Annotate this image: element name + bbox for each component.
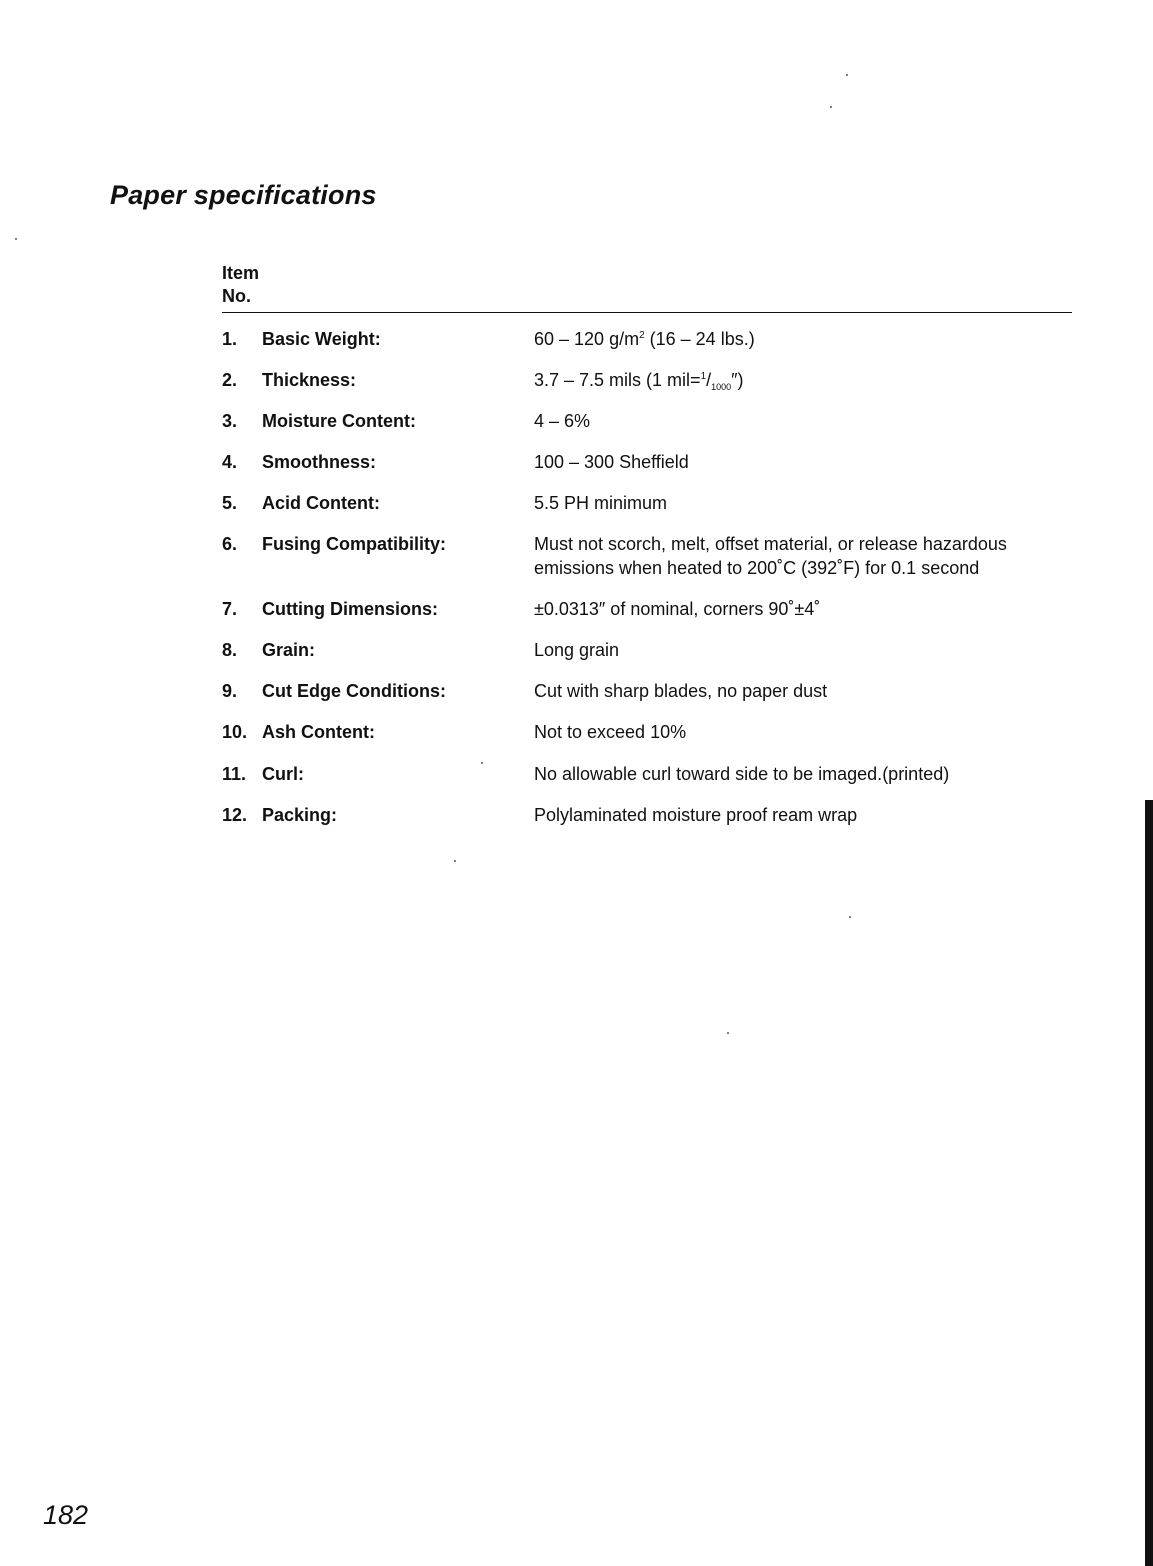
- spec-label: Cutting Dimensions:: [262, 599, 438, 619]
- scan-speck: [849, 916, 851, 918]
- spec-label: Cut Edge Conditions:: [262, 681, 446, 701]
- spec-number: 1.: [222, 329, 238, 349]
- spec-number: 5.: [222, 493, 238, 513]
- page-number: 182: [43, 1500, 89, 1530]
- scan-speck: [481, 762, 483, 764]
- spec-value: Cut with sharp blades, no paper dust: [534, 681, 828, 701]
- header-item: Item: [222, 263, 260, 283]
- spec-value: 100 – 300 Sheffield: [534, 452, 689, 472]
- spec-number: 4.: [222, 452, 238, 472]
- scan-speck: [727, 1032, 729, 1034]
- spec-number: 12.: [222, 805, 248, 825]
- spec-label: Packing:: [262, 805, 338, 825]
- spec-label: Moisture Content:: [262, 411, 416, 431]
- spec-value: Polylaminated moisture proof ream wrap: [534, 805, 858, 825]
- header-no: No.: [222, 286, 251, 306]
- scan-speck: [830, 106, 832, 108]
- spec-label: Grain:: [262, 640, 316, 660]
- table-header: [222, 262, 259, 308]
- spec-label: Basic Weight:: [262, 329, 381, 349]
- spec-number: 3.: [222, 411, 238, 431]
- scan-speck: [454, 860, 456, 862]
- spec-label: Smoothness:: [262, 452, 377, 472]
- spec-number: 8.: [222, 640, 238, 660]
- spec-value: No allowable curl toward side to be imaged.(printed): [534, 764, 950, 784]
- spec-value: ±0.0313″ of nominal, corners 90˚±4˚: [534, 599, 821, 619]
- spec-label: Acid Content:: [262, 493, 380, 513]
- spec-number: 11.: [222, 764, 247, 784]
- spec-number: 9.: [222, 681, 238, 701]
- spec-value-line: emissions when heated to 200˚C (392˚F) for 0.1 second: [534, 558, 980, 578]
- spec-value: Not to exceed 10%: [534, 722, 687, 742]
- spec-label: Thickness:: [262, 370, 357, 390]
- scan-speck: [846, 74, 848, 76]
- spec-value: 4 – 6%: [534, 411, 591, 431]
- header-rule: [222, 312, 1072, 313]
- spec-value: 60 – 120 $g/m^2$ (16 – 24 lbs.): [534, 329, 755, 349]
- scan-speck: [15, 238, 17, 240]
- spec-number: 10.: [222, 722, 248, 742]
- scan-binding-edge: [1145, 800, 1153, 1566]
- spec-number: 6.: [222, 534, 238, 554]
- spec-label: Fusing Compatibility:: [262, 534, 446, 554]
- spec-value-line: Must not scorch, melt, offset material, or release hazardous: [534, 534, 1007, 554]
- page-title: Paper specifications: [110, 180, 377, 210]
- spec-label: Ash Content:: [262, 722, 375, 742]
- spec-value: 5.5 PH minimum: [534, 493, 668, 513]
- spec-value: [534, 532, 1074, 580]
- spec-number: 2.: [222, 370, 238, 390]
- spec-value: 3.7 – 7.5 mils (1 $mil=^1/_{1000}''$): [534, 370, 744, 392]
- spec-label: Curl:: [262, 764, 304, 784]
- spec-number: 7.: [222, 599, 238, 619]
- spec-value: Long grain: [534, 640, 620, 660]
